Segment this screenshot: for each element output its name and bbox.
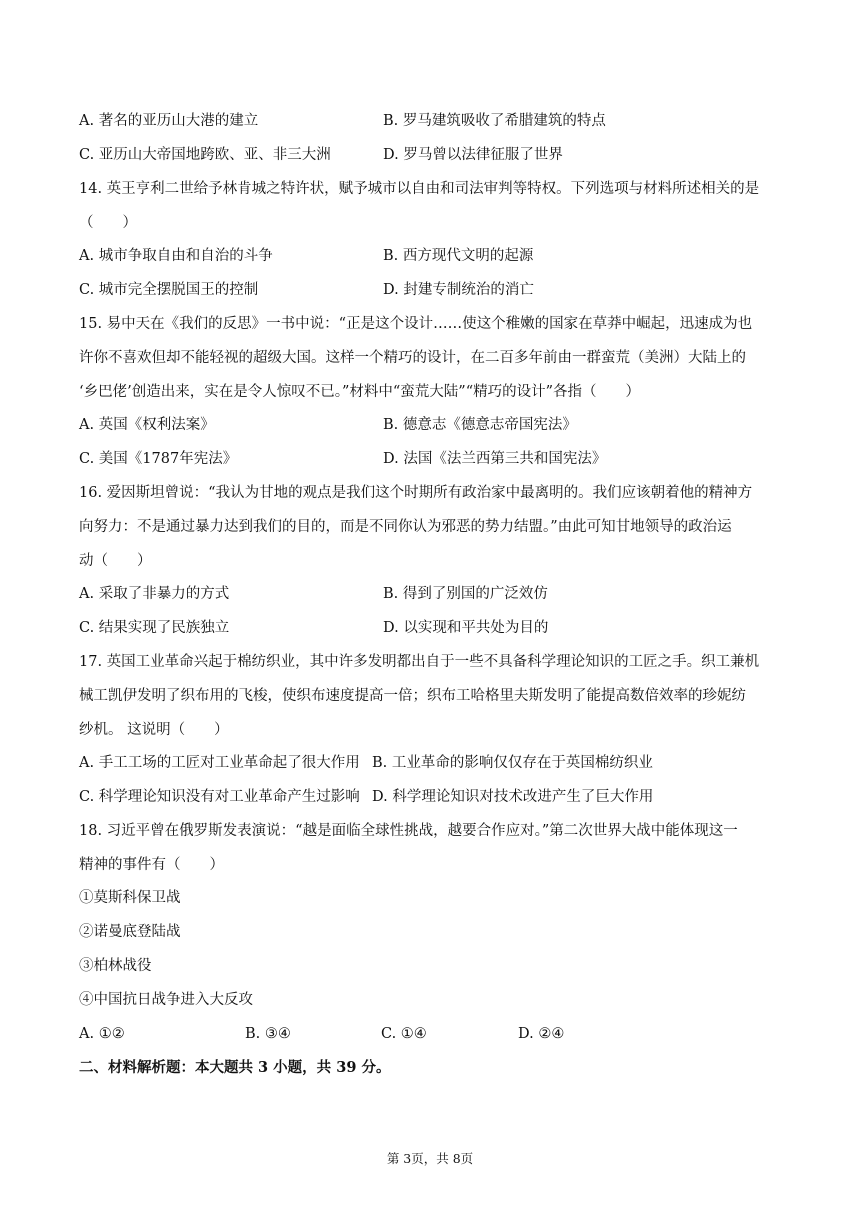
q16-option-c: C. 结果实现了民族独立 [79, 620, 230, 636]
q17-option-a: A. 手工工场的工匠对工业革命起了很大作用 [79, 755, 360, 771]
q15-stem-line-2: 许你不喜欢但却不能轻视的超级大国。这样一个精巧的设计，在二百多年前由一群蛮荒（美洲）大陆上的 [79, 350, 746, 366]
q17-option-b: B. 工业革命的影响仅仅存在于英国棉纺织业 [372, 755, 653, 771]
q17-option-d: D. 科学理论知识对技术改进产生了巨大作用 [372, 789, 654, 805]
q16-stem-line-3: 动（ ） [79, 553, 152, 569]
q16-option-b: B. 得到了别国的广泛效仿 [383, 586, 548, 602]
q14-stem-line-1: 14. 英王亨利二世给予林肯城之特许状，赋予城市以自由和司法审判等特权。下列选项与材料所述相关的是 [79, 181, 760, 197]
page-number-footer: 第 3页，共 8页 [386, 1151, 474, 1166]
q17-stem-line-3: 纱机。 这说明（ ） [79, 722, 229, 738]
section-2-heading: 二、材料解析题：本大题共 3 小题，共 39 分。 [79, 1059, 391, 1076]
q18-option-d: D. ②④ [518, 1026, 565, 1042]
q15-stem-line-1: 15. 易中天在《我们的反思》一书中说：“正是这个设计……使这个稚嫩的国家在草莽中崛起，迅速成为也 [79, 316, 753, 332]
q18-item-2: ②诺曼底登陆战 [79, 924, 181, 940]
q14-option-b: B. 西方现代文明的起源 [383, 248, 534, 264]
q16-stem-line-2: 向努力：不是通过暴力达到我们的目的，而是不同你认为邪恶的势力结盟。”由此可知甘地领导的政治运 [79, 519, 732, 535]
q18-item-4: ④中国抗日战争进入大反攻 [79, 992, 253, 1008]
q14-option-d: D. 封建专制统治的消亡 [383, 282, 534, 298]
q18-item-3: ③柏林战役 [79, 958, 152, 974]
q14-option-c: C. 城市完全摆脱国王的控制 [79, 282, 259, 298]
q13-option-b: B. 罗马建筑吸收了希腊建筑的特点 [383, 113, 606, 129]
q18-option-c: C. ①④ [381, 1026, 427, 1042]
q13-option-c: C. 亚历山大帝国地跨欧、亚、非三大洲 [79, 147, 331, 163]
q15-option-d: D. 法国《法兰西第三共和国宪法》 [383, 451, 607, 467]
q18-item-1: ①莫斯科保卫战 [79, 890, 181, 906]
q18-option-b: B. ③④ [245, 1026, 291, 1042]
q15-option-b: B. 德意志《德意志帝国宪法》 [383, 417, 577, 433]
q13-option-d: D. 罗马曾以法律征服了世界 [383, 147, 563, 163]
q17-stem-line-2: 械工凯伊发明了织布用的飞梭，使织布速度提高一倍；织布工哈格里夫斯发明了能提高数倍效率的珍妮纺 [79, 688, 746, 704]
q13-option-a: A. 著名的亚历山大港的建立 [79, 113, 259, 129]
q18-stem-line-2: 精神的事件有（ ） [79, 857, 224, 873]
q17-stem-line-1: 17. 英国工业革命兴起于棉纺织业，其中许多发明都出自于一些不具备科学理论知识的工匠之手。织工兼机 [79, 654, 760, 670]
q15-option-a: A. 英国《权利法案》 [79, 417, 215, 433]
q15-stem-line-3: ‘乡巴佬’创造出来，实在是令人惊叹不已。”材料中“蛮荒大陆”“精巧的设计”各指（ ） [79, 384, 641, 400]
q15-option-c: C. 美国《1787年宪法》 [79, 451, 238, 467]
q14-option-a: A. 城市争取自由和自治的斗争 [79, 248, 273, 264]
q14-stem-line-2: （ ） [79, 215, 137, 231]
q18-stem-line-1: 18. 习近平曾在俄罗斯发表演说：“越是面临全球性挑战，越要合作应对。”第二次世界大战中能体现这一 [79, 823, 738, 839]
q18-option-a: A. ①② [79, 1026, 125, 1042]
q16-option-d: D. 以实现和平共处为目的 [383, 620, 549, 636]
q16-stem-line-1: 16. 爱因斯坦曾说：“我认为甘地的观点是我们这个时期所有政治家中最离明的。我们应该朝着他的精神方 [79, 485, 753, 501]
q17-option-c: C. 科学理论知识没有对工业革命产生过影响 [79, 789, 360, 805]
q16-option-a: A. 采取了非暴力的方式 [79, 586, 230, 602]
